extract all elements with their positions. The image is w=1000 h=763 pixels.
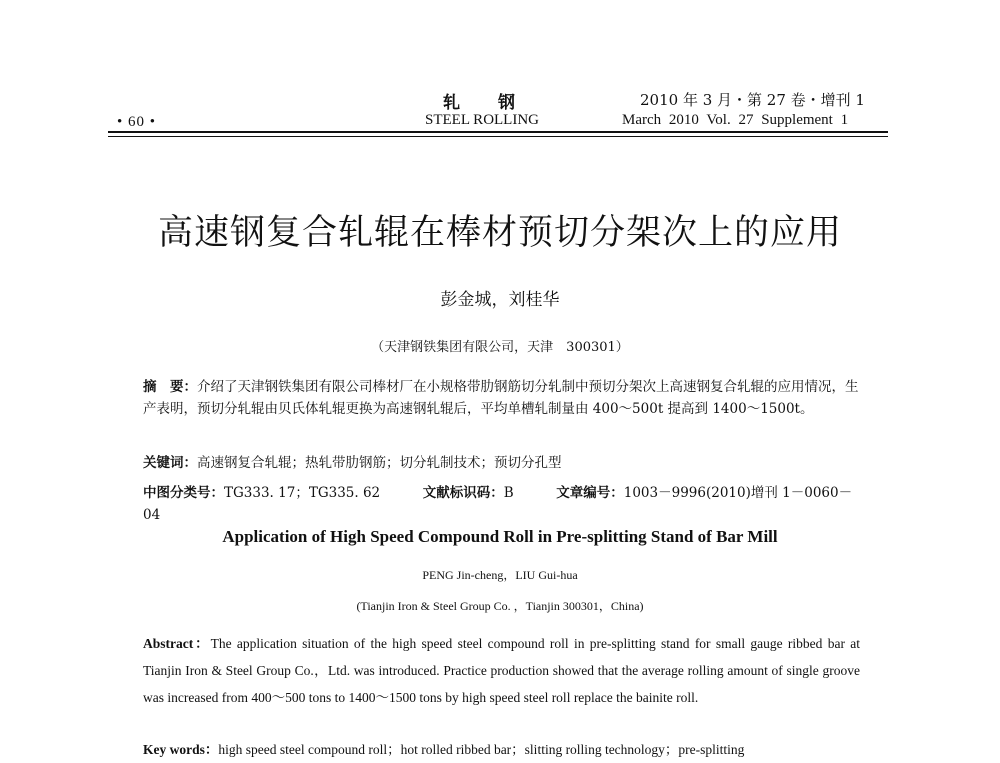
journal-title-en: STEEL ROLLING bbox=[425, 112, 540, 128]
article-title-cn: 高速钢复合轧辊在棒材预切分架次上的应用 bbox=[157, 213, 842, 253]
keywords-text-en: high speed steel compound roll；hot rolled ribbed bar；slitting rolling technology；pre-splitting bbox=[218, 742, 745, 757]
class-value: TG333. 17；TG335. 62 bbox=[224, 485, 381, 501]
header-rule-thin bbox=[108, 136, 888, 137]
journal-title-cn: 轧钢 bbox=[443, 93, 553, 113]
keywords-text-cn: 高速钢复合轧辊；热轧带肋钢筋；切分轧制技术；预切分孔型 bbox=[197, 455, 562, 471]
keywords-label-cn: 关键词： bbox=[143, 455, 197, 471]
abstract-en bbox=[143, 630, 860, 711]
doc-code-value: B bbox=[503, 485, 514, 501]
classification-line bbox=[143, 482, 860, 526]
keywords-cn bbox=[143, 452, 860, 474]
article-title-en: Application of High Speed Compound Roll in Pre-splitting Stand of Bar Mill bbox=[222, 527, 778, 546]
abstract-label-cn: 摘 要： bbox=[143, 379, 197, 395]
header-rule bbox=[108, 131, 888, 133]
keywords-en bbox=[143, 736, 860, 763]
authors-en: PENG Jin-cheng，LIU Gui-hua bbox=[422, 568, 578, 582]
affiliation-cn: （天津钢铁集团有限公司，天津 300301） bbox=[371, 340, 629, 355]
abstract-text-en: The application situation of the high speed steel compound roll in pre-splitting stand for small gauge ribbed bar at Tianjin Iron & Steel Group Co.，Ltd. was introduced. Practice production showed that the average rolling amount of single groove was increased from 400～500 tons to 1400～1500 tons by high speed steel roll replace the bainite roll. bbox=[143, 636, 860, 705]
article-no-value: 1003－9996(2010)增刊 1－0060－04 bbox=[143, 485, 853, 523]
doc-code-label: 文献标识码： bbox=[422, 485, 504, 501]
page-number: • 60 • bbox=[117, 114, 157, 130]
keywords-label-en: Key words： bbox=[143, 742, 219, 757]
article-no-label: 文章编号： bbox=[556, 485, 624, 501]
abstract-label-en: Abstract： bbox=[143, 636, 211, 651]
abstract-cn bbox=[143, 376, 860, 420]
issue-info-en: March 2010 Vol. 27 Supplement 1 bbox=[622, 112, 849, 128]
abstract-text-cn: 介绍了天津钢铁集团有限公司棒材厂在小规格带肋钢筋切分轧制中预切分架次上高速钢复合轧辊的应用情况，生产表明，预切分轧辊由贝氏体轧辊更换为高速钢轧辊后，平均单槽轧制量由 400～500t 提高到 1400～1500t。 bbox=[143, 379, 859, 417]
authors-cn: 彭金城，刘桂华 bbox=[440, 290, 560, 310]
class-label: 中图分类号： bbox=[143, 485, 224, 501]
issue-info-cn: 2010 年 3 月・第 27 卷・增刊 1 bbox=[640, 91, 865, 109]
affiliation-en: (Tianjin Iron & Steel Group Co. ，Tianjin 300301，China) bbox=[356, 599, 644, 613]
